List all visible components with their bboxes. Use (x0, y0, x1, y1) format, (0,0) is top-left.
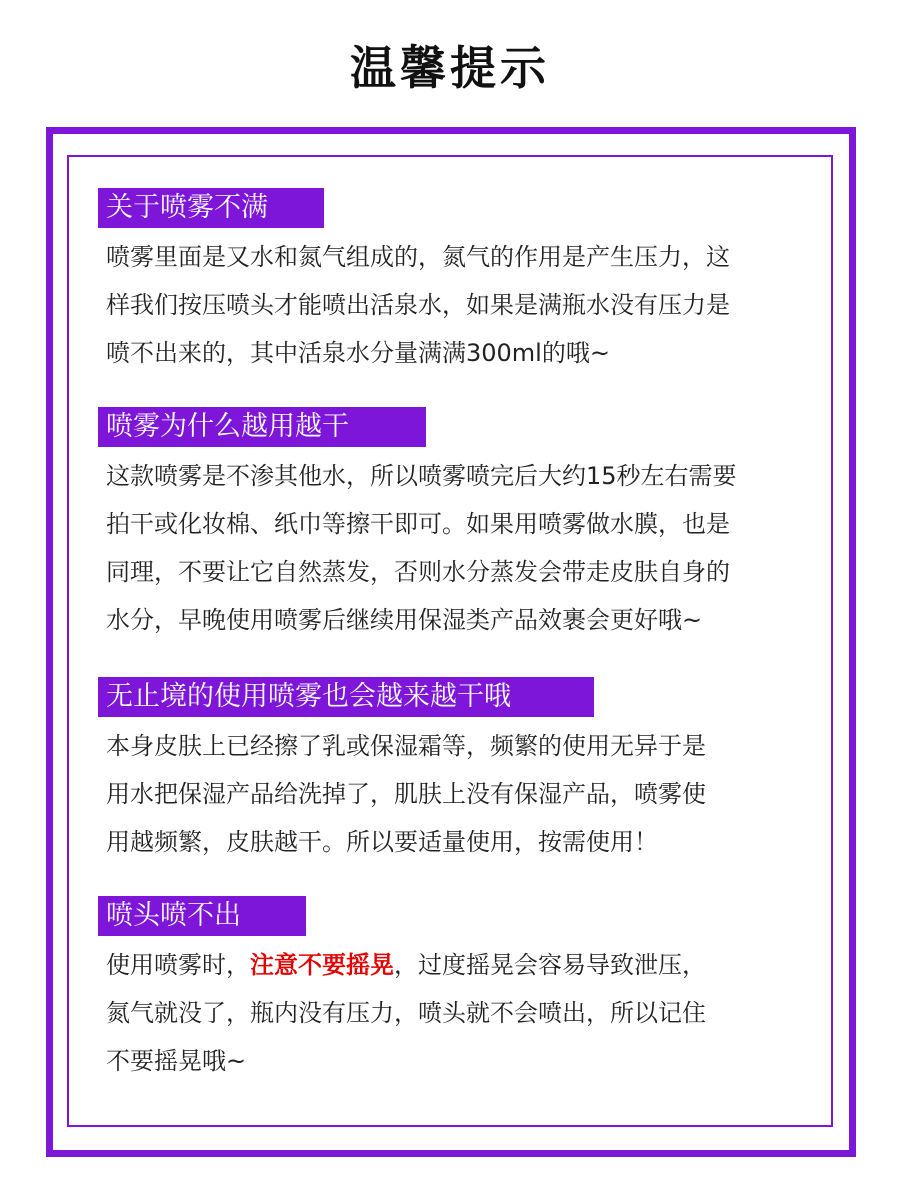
section-why-drier (98, 407, 816, 644)
section-body (98, 233, 816, 377)
warning-text: 注意不要摇晃 (250, 951, 394, 979)
body-line (106, 941, 816, 989)
section-spray-not-full (98, 188, 816, 377)
section-body (98, 941, 816, 1085)
body-text: 使用喷雾时， (106, 951, 250, 979)
section-body (98, 452, 816, 644)
body-line: 不要摇晃哦~ (106, 1047, 247, 1075)
section-endless-use (98, 677, 816, 866)
body-line: 样我们按压喷头才能喷出活泉水，如果是满瓶水没有压力是 (106, 291, 730, 319)
section-heading: 喷头喷不出 (98, 896, 306, 936)
body-line: 氮气就没了，瓶内没有压力，喷头就不会喷出，所以记住 (106, 999, 706, 1027)
body-line: 喷雾里面是又水和氮气组成的，氮气的作用是产生压力，这 (106, 243, 730, 271)
body-line: 喷不出来的，其中活泉水分量满满300ml的哦~ (106, 339, 610, 367)
body-line: 拍干或化妆棉、纸巾等擦干即可。如果用喷雾做水膜，也是 (106, 510, 730, 538)
body-line: 用水把保湿产品给洗掉了，肌肤上没有保湿产品，喷雾使 (106, 780, 706, 808)
body-text: ，过度摇晃会容易导致泄压， (394, 951, 706, 979)
body-line: 同理，不要让它自然蒸发，否则水分蒸发会带走皮肤自身的 (106, 558, 730, 586)
body-line: 水分，早晚使用喷雾后继续用保湿类产品效裹会更好哦~ (106, 606, 703, 634)
section-heading: 喷雾为什么越用越干 (98, 407, 426, 447)
section-nozzle-not-spraying (98, 896, 816, 1085)
section-heading: 无止境的使用喷雾也会越来越干哦 (98, 677, 594, 717)
body-line: 这款喷雾是不渗其他水，所以喷雾喷完后大约15秒左右需要 (106, 462, 737, 490)
page-title: 温馨提示 (350, 41, 550, 95)
section-heading: 关于喷雾不满 (98, 188, 324, 228)
section-body (98, 722, 816, 866)
body-line: 用越频繁，皮肤越干。所以要适量使用，按需使用！ (106, 828, 658, 856)
body-line: 本身皮肤上已经擦了乳或保湿霜等，频繁的使用无异于是 (106, 732, 706, 760)
